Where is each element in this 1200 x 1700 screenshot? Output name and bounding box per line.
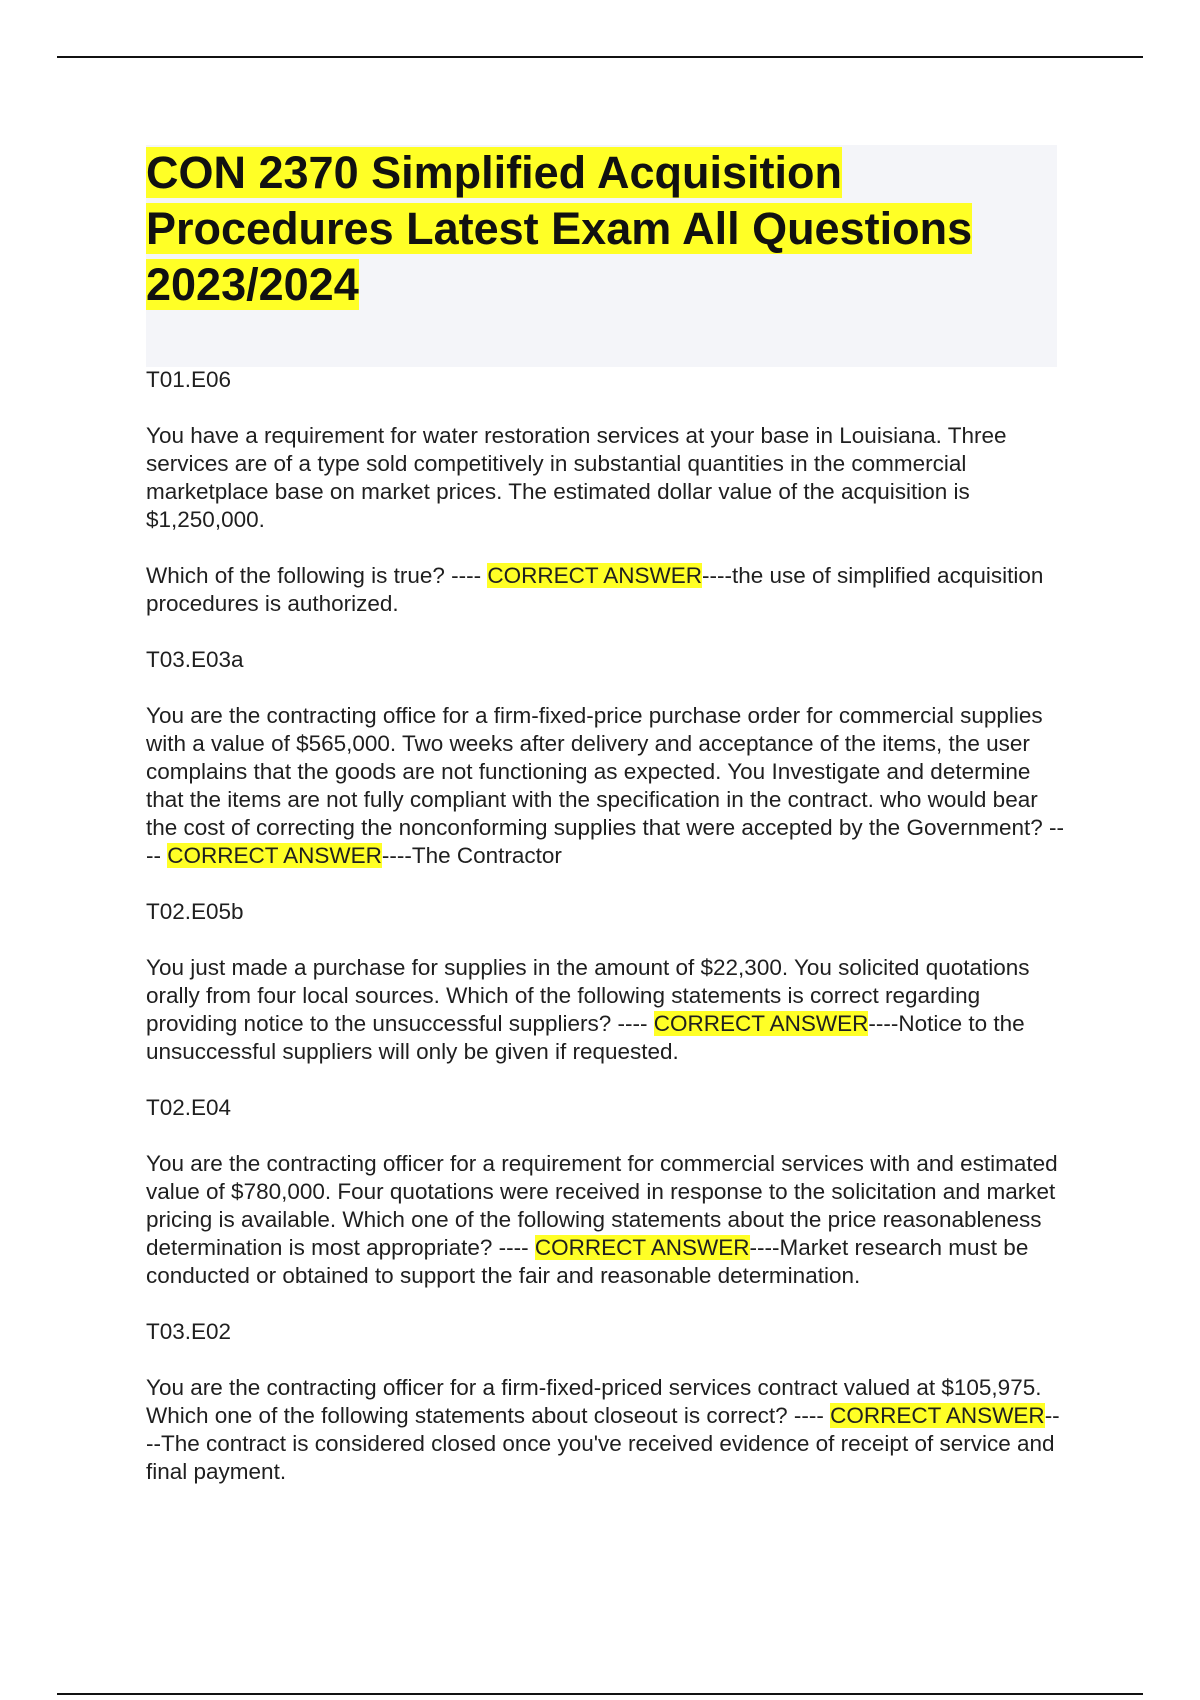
question-id: T03.E03a [146,647,244,672]
answer-text: ----Market research must be conducted or obtained to support the fair and reasonable determination. [146,1235,1029,1288]
correct-answer-label: CORRECT ANSWER [534,1235,750,1260]
title-highlight: CON 2370 Simplified Acquisition Procedures Latest Exam All Questions 2023/2024 [146,147,973,310]
question-text [146,702,1066,870]
question-id: T01.E06 [146,367,232,392]
top-rule [57,56,1143,58]
correct-answer-label: CORRECT ANSWER [830,1403,1045,1428]
question-prompt: You are the contracting officer for a requirement for commercial services with and estimated value of $780,000. Four quotations were received in response to the solicitation and market pricing is available. Which one of the following statements about the price reasonableness determination is most appropriate? ---- [146,1151,1058,1260]
question-prompt: Which of the following is true? ---- [146,563,488,588]
question-scenario: You have a requirement for water restoration services at your base in Louisiana. Three services are of a type sold competitively in substantial quantities in the commercial marketplace base on market prices. The estimated dollar value of the acquisition is $1,250,000. [146,423,1007,532]
correct-answer-label: CORRECT ANSWER [487,563,702,588]
question-text [146,562,1066,618]
answer-text: ----The contract is considered closed once you've received evidence of receipt of service and final payment. [146,1403,1060,1484]
document-title [146,145,1057,313]
question-prompt: You are the contracting office for a firm-fixed-price purchase order for commercial supplies with a value of $565,000. Two weeks after delivery and acceptance of the items, the user complains that the goods are not functioning as expected. You Investigate and determine that the items are not fully compliant with the specification in the contract. who would bear the cost of correcting the nonconforming supplies that were accepted by the Government? ---- [146,703,1064,868]
answer-text: ----the use of simplified acquisition procedures is authorized. [146,563,1044,616]
question-list [146,366,1066,1486]
title-block [146,145,1057,367]
answer-text: ----The Contractor [381,843,562,868]
question-prompt: You are the contracting officer for a firm-fixed-priced services contract valued at $105,975. Which one of the following statements about closeout is correct? ---- [146,1375,1042,1428]
question-id: T02.E05b [146,899,244,924]
correct-answer-label: CORRECT ANSWER [653,1011,869,1036]
bottom-rule [57,1693,1143,1695]
correct-answer-label: CORRECT ANSWER [167,843,382,868]
answer-text: ----Notice to the unsuccessful suppliers will only be given if requested. [146,1011,1025,1064]
question-text [146,1150,1066,1290]
question-id: T03.E02 [146,1319,232,1344]
question-prompt: You just made a purchase for supplies in the amount of $22,300. You solicited quotations orally from four local sources. Which of the following statements is correct regarding providing notice to the unsuccessful suppliers? ---- [146,955,1030,1036]
question-text [146,954,1066,1066]
question-text [146,1374,1066,1486]
question-id: T02.E04 [146,1095,232,1120]
